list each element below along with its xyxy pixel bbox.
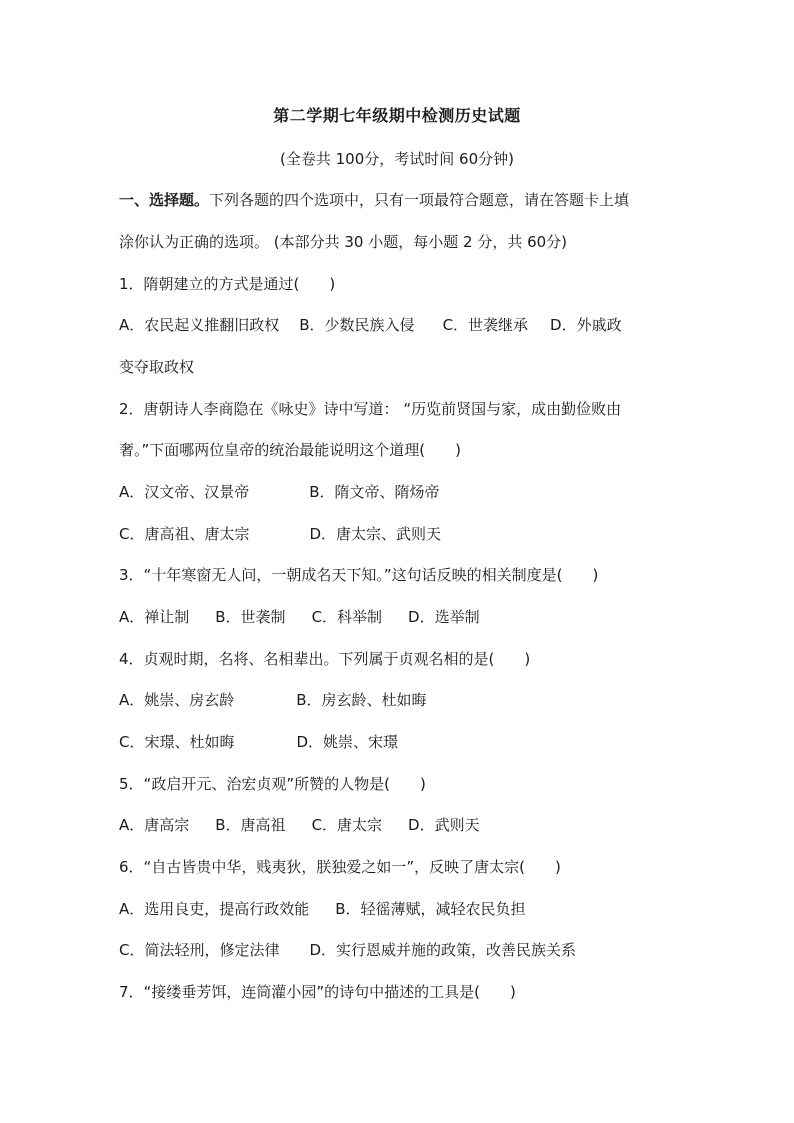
question-1-stem: 1．隋朝建立的方式是通过( )	[119, 275, 336, 293]
q1-option-d-continued: 变夺取政权	[119, 358, 195, 376]
q5-option-b: B．唐高祖	[215, 816, 286, 834]
question-2-options-row1	[119, 480, 689, 504]
question-4-stem: 4．贞观时期，名将、名相辈出。下列属于贞观名相的是( )	[119, 650, 531, 668]
question-4-options-row2	[119, 730, 689, 754]
q3-option-d: D．选举制	[408, 608, 480, 626]
q6-option-d: D．实行恩威并施的政策，改善民族关系	[309, 941, 577, 959]
question-6-stem: 6．“自古皆贵中华，贱夷狄，朕独爱之如一”，反映了唐太宗( )	[119, 858, 561, 876]
question-6-options-row2	[119, 938, 689, 962]
question-5-options	[119, 813, 689, 837]
question-4-options-row1	[119, 688, 689, 712]
section-instruction-line2: 涂你认为正确的选项。 (本部分共 30 小题，每小题 2 分，共 60分)	[119, 233, 568, 251]
section-heading: 一、选择题。	[119, 191, 210, 209]
q2-option-b: B．隋文帝、隋炀帝	[309, 483, 440, 501]
q3-option-b: B．世袭制	[215, 608, 286, 626]
q2-option-d: D．唐太宗、武则天	[309, 525, 442, 543]
question-3-options	[119, 605, 689, 629]
exam-subtitle: (全卷共 100分，考试时间 60分钟)	[280, 150, 514, 168]
question-2-options-row2	[119, 522, 689, 546]
q5-option-a: A．唐高宗	[119, 816, 190, 834]
q2-option-a: A．汉文帝、汉景帝	[119, 483, 250, 501]
question-7-stem: 7．“接缕垂芳饵，连筒灌小园”的诗句中描述的工具是( )	[119, 983, 516, 1001]
q1-option-a: A．农民起义推翻旧政权	[119, 316, 280, 334]
question-2-stem-line2: 奢。”下面哪两位皇帝的统治最能说明这个道理( )	[119, 441, 461, 459]
question-1-options	[119, 313, 689, 337]
question-2-stem-line1: 2．唐朝诗人李商隐在《咏史》诗中写道： “历览前贤国与家，成由勤俭败由	[119, 400, 622, 418]
q1-option-b: B．少数民族入侵	[299, 316, 415, 334]
exam-title: 第二学期七年级期中检测历史试题	[273, 106, 521, 125]
question-3-stem: 3．“十年寒窗无人问，一朝成名天下知。”这句话反映的相关制度是( )	[119, 566, 599, 584]
q5-option-d: D．武则天	[408, 816, 480, 834]
section-instruction-text: 下列各题的四个选项中，只有一项最符合题意，请在答题卡上填	[209, 191, 630, 209]
question-6-options-row1	[119, 897, 689, 921]
q4-option-a: A．姚崇、房玄龄	[119, 691, 235, 709]
q6-option-a: A．选用良吏，提高行政效能	[119, 900, 310, 918]
q1-option-d: D．外戚政	[550, 316, 622, 334]
q6-option-b: B．轻徭薄赋，减轻农民负担	[335, 900, 526, 918]
q4-option-c: C．宋璟、杜如晦	[119, 733, 235, 751]
q2-option-c: C．唐高祖、唐太宗	[119, 525, 250, 543]
q3-option-c: C．科举制	[311, 608, 383, 626]
question-5-stem: 5．“政启开元、治宏贞观”所赞的人物是( )	[119, 775, 426, 793]
section-instruction-line1	[119, 188, 689, 212]
q6-option-c: C．简法轻刑，修定法律	[119, 941, 280, 959]
q1-option-c: C．世袭继承	[442, 316, 529, 334]
q4-option-b: B．房玄龄、杜如晦	[296, 691, 427, 709]
q4-option-d: D．姚崇、宋璟	[296, 733, 399, 751]
q3-option-a: A．禅让制	[119, 608, 190, 626]
q5-option-c: C．唐太宗	[311, 816, 383, 834]
